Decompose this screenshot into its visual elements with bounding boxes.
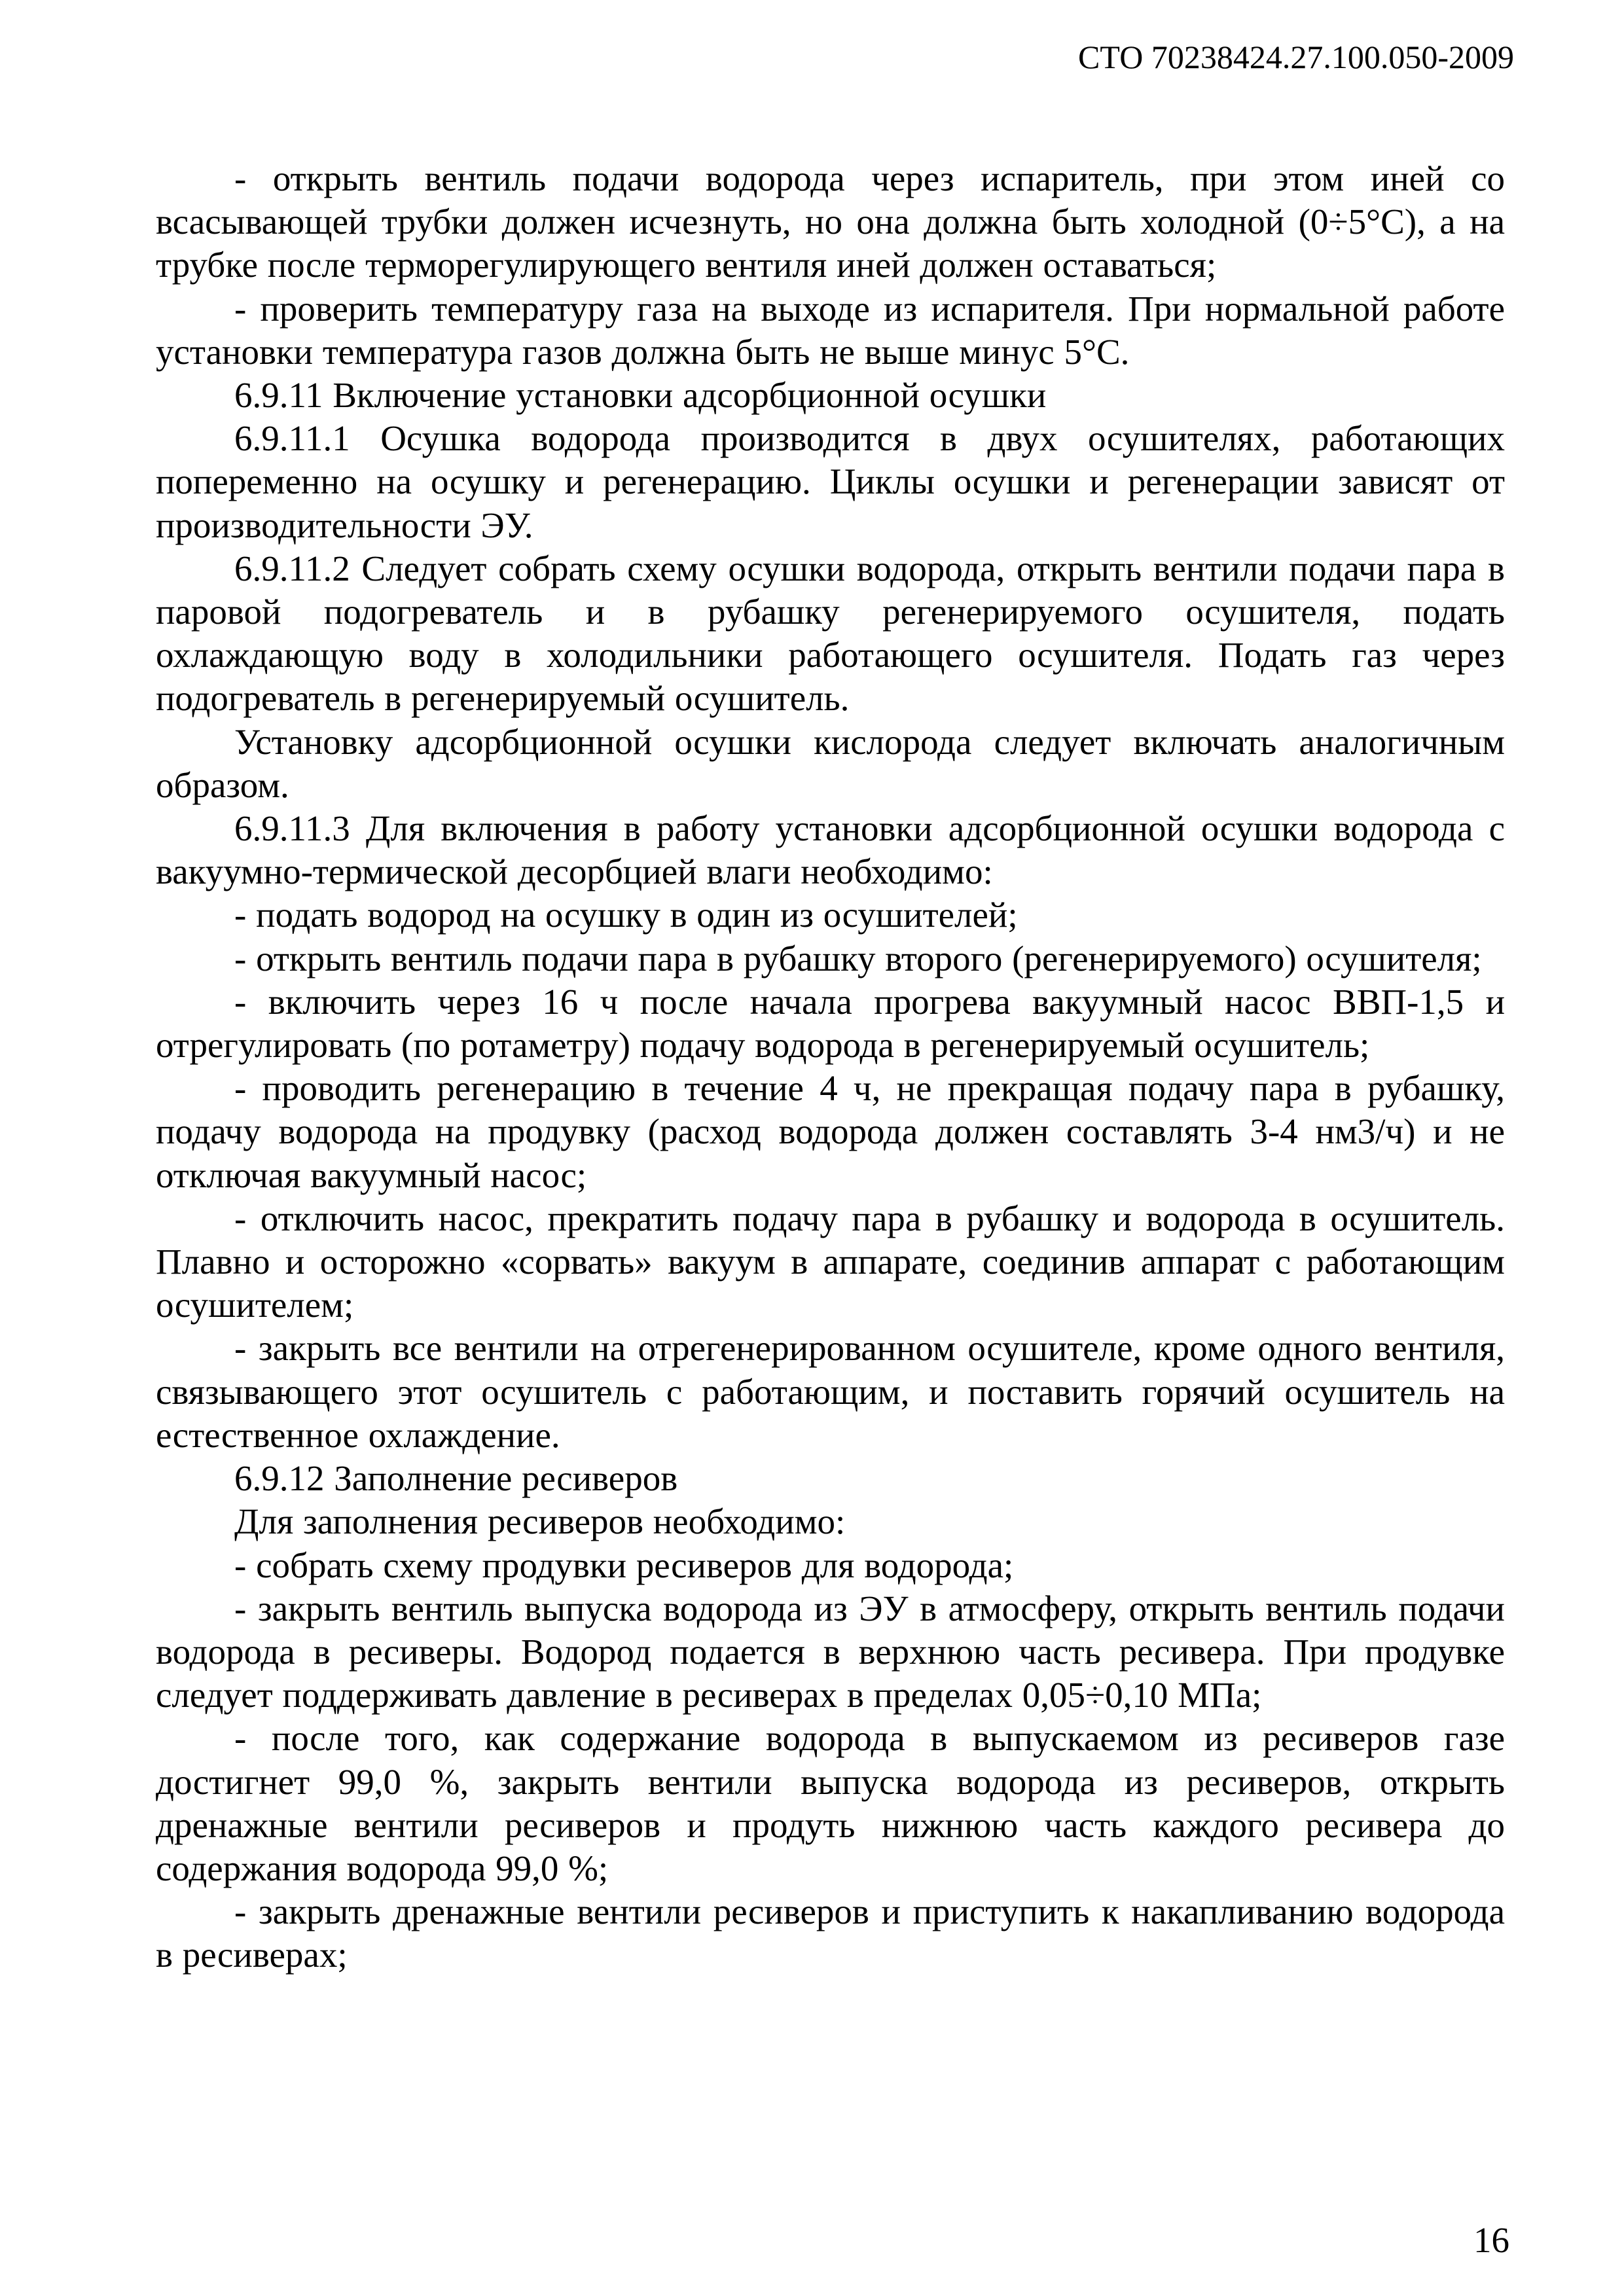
paragraph-bullet: - проводить регенерацию в течение 4 ч, не прекращая подачу пара в рубашку, подачу водорода на продувку (расход водорода должен составлять 3-4 нм3/ч) и не отключая вакуумный насос;: [156, 1068, 1505, 1195]
section-heading: 6.9.11 Включение установки адсорбционной осушки: [234, 375, 1047, 416]
paragraph-bullet: - подать водород на осушку в один из осушителей;: [234, 895, 1018, 935]
paragraph-numbered: 6.9.11.1 Осушка водорода производится в двух осушителях, работающих попеременно на осушку и регенерацию. Циклы осушки и регенерации зависят от производительности ЭУ.: [156, 418, 1505, 545]
paragraph-bullet: - отключить насос, прекратить подачу пара в рубашку и водорода в осушитель. Плавно и осторожно «сорвать» вакуум в аппарате, соединив аппарат с работающим осушителем;: [156, 1198, 1505, 1325]
paragraph-bullet: - включить через 16 ч после начала прогрева вакуумный насос ВВП-1,5 и отрегулировать (по ротаметру) подачу водорода в регенерируемый осушитель;: [156, 981, 1505, 1066]
page-number: 16: [1473, 2220, 1509, 2260]
paragraph-bullet: - закрыть все вентили на отрегенерированном осушителе, кроме одного вентиля, связывающего этот осушитель с работающим, и поставить горячий осушитель на естественное охлаждение.: [156, 1328, 1505, 1455]
document-code-header: СТО 70238424.27.100.050-2009: [1078, 39, 1514, 75]
paragraph: Установку адсорбционной осушки кислорода следует включать аналогичным образом.: [156, 721, 1505, 805]
document-body: [156, 157, 1505, 1977]
paragraph-bullet: - закрыть дренажные вентили ресиверов и приступить к накапливанию водорода в ресиверах;: [156, 1892, 1505, 1975]
paragraph-bullet: - собрать схему продувки ресиверов для водорода;: [234, 1545, 1014, 1585]
paragraph: Для заполнения ресиверов необходимо:: [234, 1501, 846, 1542]
paragraph-bullet: - открыть вентиль подачи пара в рубашку второго (регенерируемого) осушителя;: [234, 938, 1482, 978]
paragraph-bullet: - проверить температуру газа на выходе из испарителя. При нормальной работе установки температура газов должна быть не выше минус 5°С.: [156, 288, 1505, 372]
paragraph-numbered: 6.9.11.2 Следует собрать схему осушки водорода, открыть вентили подачи пара в паровой подогреватель и в рубашку регенерируемого осушителя, подать охлаждающую воду в холодильники работающего осушителя. Подать газ через подогреватель в регенерируемый осушитель.: [156, 548, 1505, 719]
paragraph-bullet: - открыть вентиль подачи водорода через испаритель, при этом иней со всасывающей трубки должен исчезнуть, но она должна быть холодной (0÷5°С), а на трубке после терморегулирующего вентиля иней должен оставаться;: [156, 158, 1505, 285]
paragraph-bullet: - закрыть вентиль выпуска водорода из ЭУ в атмосферу, открыть вентиль подачи водорода в ресиверы. Водород подается в верхнюю часть ресивера. При продувке следует поддерживать давление в ресиверах в пределах 0,05÷0,10 МПа;: [156, 1588, 1505, 1715]
section-heading: 6.9.12 Заполнение ресиверов: [234, 1458, 678, 1499]
paragraph-bullet: - после того, как содержание водорода в выпускаемом из ресиверов газе достигнет 99,0 %, закрыть вентили выпуска водорода из ресиверов, открыть дренажные вентили ресиверов и продуть нижнюю часть каждого ресивера до содержания водорода 99,0 %;: [156, 1718, 1505, 1888]
paragraph-numbered: 6.9.11.3 Для включения в работу установки адсорбционной осушки водорода с вакуумно-термической десорбцией влаги необходимо:: [156, 808, 1505, 892]
